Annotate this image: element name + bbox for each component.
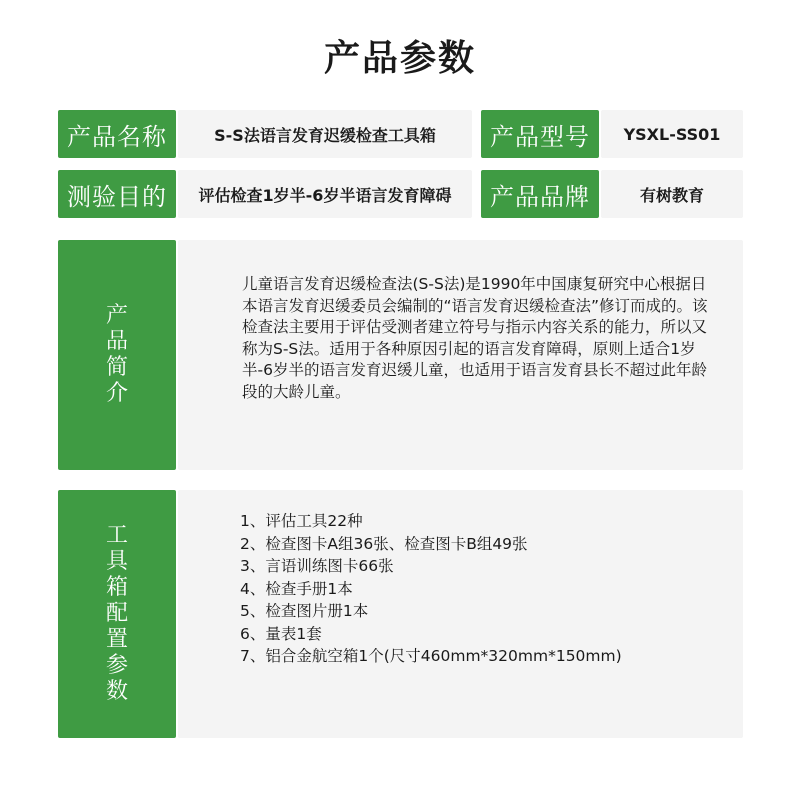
config-label-char: 具 (105, 549, 128, 574)
page-title: 产品参数 (323, 38, 476, 79)
product-name-value: S-S法语言发育迟缓检查工具箱 (178, 110, 472, 158)
purpose-value: 评估检查1岁半-6岁半语言发育障碍 (178, 170, 472, 218)
list-item: 4、检查手册1本 (240, 579, 353, 598)
config-label-char: 置 (105, 627, 128, 652)
list-item: 5、检查图片册1本 (240, 602, 369, 620)
product-name-label: 产品名称 (58, 110, 176, 158)
brand-label: 产品品牌 (481, 170, 599, 218)
list-item: 2、检查图卡A组36张、检查图卡B组49张 (240, 534, 528, 553)
list-item: 6、量表1套 (240, 624, 322, 643)
config-label (58, 490, 176, 738)
intro-label (58, 240, 176, 470)
model-value: YSXL-SS01 (601, 110, 743, 158)
list-item: 3、言语训练图卡66张 (240, 557, 394, 575)
config-label-char: 箱 (105, 575, 128, 600)
purpose-label: 测验目的 (58, 170, 176, 218)
config-label-char: 参 (105, 653, 128, 678)
brand-value: 有树教育 (601, 170, 743, 218)
config-label-char: 配 (105, 601, 128, 626)
config-label-char: 数 (105, 679, 128, 704)
list-item: 7、铝合金航空箱1个(尺寸460mm*320mm*150mm) (240, 647, 622, 665)
model-label: 产品型号 (481, 110, 599, 158)
intro-text: 儿童语言发育迟缓检查法(S-S法)是1990年中国康复研究中心根据日本语言发育迟缓委员会编制的“语言发育迟缓检查法”修订而成的。该检查法主要用于评估受测者建立符号与指示内容关系的能力，所以又称为S-S法。适用于各种原因引起的语言发育障碍，原则上适合1岁半-6岁半的语言发育迟缓儿童，也适用于语言发育县长不超过此年龄段的大龄儿童。 (242, 275, 708, 401)
intro-label-char: 介 (105, 381, 128, 406)
intro-label-char: 产 (105, 303, 128, 328)
intro-label-char: 简 (105, 355, 128, 380)
list-item: 1、评估工具22种 (240, 512, 363, 530)
config-list (240, 510, 730, 668)
intro-label-char: 品 (105, 329, 128, 354)
config-label-char: 工 (105, 523, 128, 548)
